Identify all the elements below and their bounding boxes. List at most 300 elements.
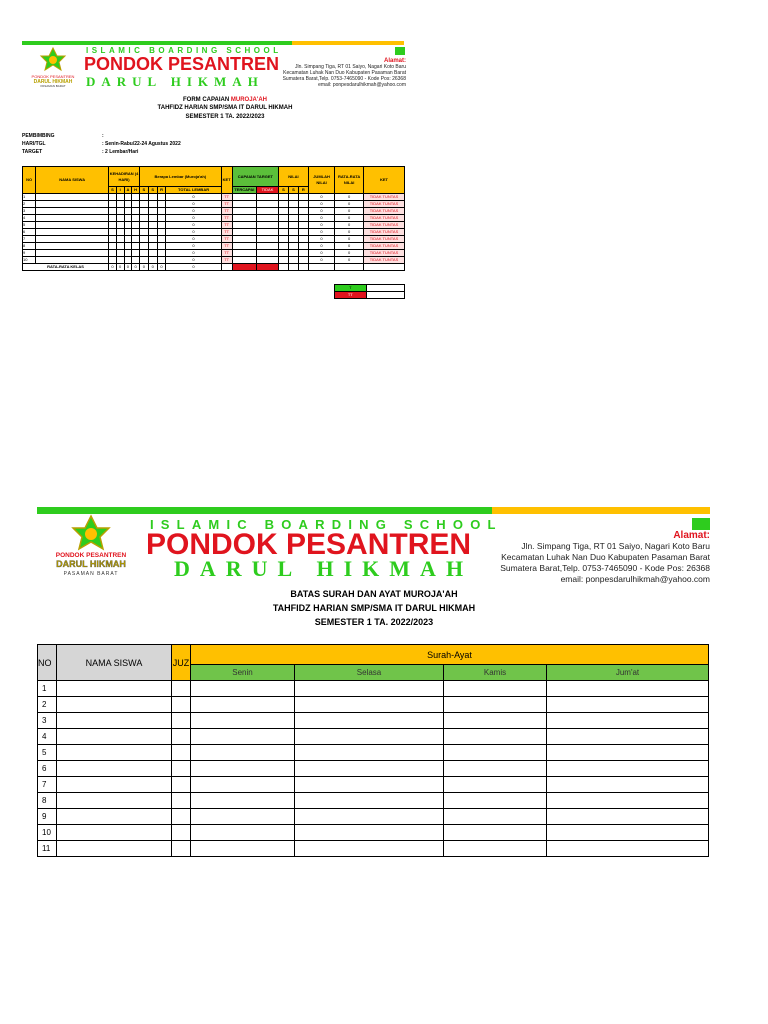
- table-row: [23, 236, 405, 243]
- row-kamis[interactable]: [444, 761, 547, 777]
- batas-semester: SEMESTER 1 TA. 2022/2023: [314, 617, 434, 627]
- row-juz[interactable]: [172, 729, 191, 745]
- batas-table: [37, 644, 709, 857]
- svg-text:DARUL HIKMAH: DARUL HIKMAH: [56, 559, 126, 569]
- row-cell: [157, 201, 166, 208]
- day-header: Selasa: [295, 665, 444, 681]
- row-jumlah: 0: [308, 222, 334, 229]
- row-jumlah: 0: [308, 201, 334, 208]
- row-cell: [116, 222, 124, 229]
- row-selasa[interactable]: [295, 681, 444, 697]
- row-jumlah: 0: [308, 236, 334, 243]
- table-row: [38, 825, 709, 841]
- row-nilai: [298, 208, 308, 215]
- row-no: 8: [38, 793, 57, 809]
- row-cell: [116, 201, 124, 208]
- row-selasa[interactable]: [295, 793, 444, 809]
- row-cell: [109, 222, 117, 229]
- row-jumat[interactable]: [547, 809, 709, 825]
- row-nilai: [288, 194, 298, 201]
- row-juz[interactable]: [172, 777, 191, 793]
- row-nama[interactable]: [57, 729, 172, 745]
- row-ket-short: TT: [221, 250, 232, 257]
- table-row: [38, 681, 709, 697]
- sub-nilai: R: [298, 187, 308, 194]
- school-subname: DARUL HIKMAH: [86, 74, 264, 89]
- row-rata: 0: [335, 229, 364, 236]
- info-row: [22, 148, 181, 156]
- row-jumat[interactable]: [547, 841, 709, 857]
- row-nama[interactable]: [57, 761, 172, 777]
- row-nilai: [279, 215, 289, 222]
- row-nama: [36, 208, 109, 215]
- table-row: [38, 697, 709, 713]
- info-block: [22, 132, 181, 156]
- row-nilai: [298, 236, 308, 243]
- row-jumlah: 0: [308, 194, 334, 201]
- row-senin[interactable]: [191, 745, 295, 761]
- row-senin[interactable]: [191, 729, 295, 745]
- row-kamis[interactable]: [444, 697, 547, 713]
- sub-capaian: TIDAK: [256, 187, 278, 194]
- row-kamis[interactable]: [444, 793, 547, 809]
- row-nilai: [288, 229, 298, 236]
- table-row: [38, 793, 709, 809]
- row-selasa[interactable]: [295, 761, 444, 777]
- row-jumat[interactable]: [547, 745, 709, 761]
- table-row: [23, 208, 405, 215]
- row-juz[interactable]: [172, 825, 191, 841]
- row-nilai: [298, 229, 308, 236]
- row-cell: [132, 194, 140, 201]
- row-juz[interactable]: [172, 713, 191, 729]
- row-senin[interactable]: [191, 713, 295, 729]
- row-tercapai: [232, 229, 256, 236]
- row-cell: [116, 257, 124, 264]
- corner-block: [692, 518, 710, 530]
- rata-kelas-value: 0: [124, 264, 132, 271]
- row-cell: [157, 236, 166, 243]
- row-nilai: [298, 215, 308, 222]
- batas-subtitle: TAHFIDZ HARIAN SMP/SMA IT DARUL HIKMAH: [272, 603, 476, 613]
- corner-block: [395, 47, 405, 55]
- row-no: 2: [38, 697, 57, 713]
- row-ket-short: TT: [221, 229, 232, 236]
- row-jumat[interactable]: [547, 697, 709, 713]
- row-cell: [139, 236, 148, 243]
- table-row: [23, 229, 405, 236]
- row-nilai: [279, 201, 289, 208]
- address-line: Sumatera Barat,Telp. 0753-7465090 - Kode Pos: 26368: [282, 76, 406, 82]
- header-band-yellow: [292, 41, 404, 45]
- row-selasa[interactable]: [295, 697, 444, 713]
- row-cell: [148, 194, 157, 201]
- rata-kelas-value: 0: [116, 264, 124, 271]
- row-total: 0: [166, 194, 221, 201]
- row-nilai: [279, 250, 289, 257]
- row-jumlah: 0: [308, 243, 334, 250]
- col-rata: RATA-RATA NILAI: [335, 167, 364, 194]
- row-rata: 0: [335, 250, 364, 257]
- table-row: [23, 250, 405, 257]
- row-nilai: [279, 194, 289, 201]
- rata-kelas-value: 0: [148, 264, 157, 271]
- row-rata: 0: [335, 194, 364, 201]
- table-row: [38, 713, 709, 729]
- row-cell: [139, 194, 148, 201]
- row-nama: [36, 243, 109, 250]
- row-jumat[interactable]: [547, 793, 709, 809]
- table-row: [38, 841, 709, 857]
- row-status: TIDAK TUNTAS: [363, 215, 404, 222]
- row-juz[interactable]: [172, 841, 191, 857]
- row-status: TIDAK TUNTAS: [363, 257, 404, 264]
- row-cell: [157, 222, 166, 229]
- row-cell: [139, 229, 148, 236]
- row-nama: [36, 257, 109, 264]
- row-total: 0: [166, 257, 221, 264]
- address-line: Sumatera Barat,Telp. 0753-7465090 - Kode Pos: 26368: [500, 563, 710, 573]
- row-cell: [109, 215, 117, 222]
- row-cell: [148, 243, 157, 250]
- row-senin[interactable]: [191, 825, 295, 841]
- row-selasa[interactable]: [295, 729, 444, 745]
- school-type: ISLAMIC BOARDING SCHOOL: [150, 517, 503, 532]
- col-capaian: CAPAIAN TARGET: [232, 167, 278, 187]
- form-title-prefix: FORM CAPAIAN: [183, 97, 231, 103]
- row-nama[interactable]: [57, 681, 172, 697]
- row-cell: [157, 194, 166, 201]
- row-no: 1: [38, 681, 57, 697]
- form-title: [100, 97, 350, 103]
- school-type: ISLAMIC BOARDING SCHOOL: [86, 46, 282, 55]
- address-line: Jln. Simpang Tiga, RT 01 Saiyo, Nagari Koto Baru: [295, 64, 406, 70]
- row-senin[interactable]: [191, 841, 295, 857]
- row-kamis[interactable]: [444, 825, 547, 841]
- row-nilai: [279, 208, 289, 215]
- info-row: [22, 140, 181, 148]
- row-cell: [124, 194, 132, 201]
- row-senin[interactable]: [191, 761, 295, 777]
- rata-kelas-value: 0: [139, 264, 148, 271]
- row-nama[interactable]: [57, 745, 172, 761]
- row-no: 6: [38, 761, 57, 777]
- address-block: [500, 530, 710, 585]
- sub-capaian: TERCAPAI: [232, 187, 256, 194]
- row-kamis[interactable]: [444, 713, 547, 729]
- row-cell: [132, 250, 140, 257]
- row-ket-short: TT: [221, 194, 232, 201]
- row-cell: [109, 236, 117, 243]
- row-cell: [139, 243, 148, 250]
- sub-lembar: S: [139, 187, 148, 194]
- row-senin[interactable]: [191, 697, 295, 713]
- row-jumat[interactable]: [547, 825, 709, 841]
- row-selasa[interactable]: [295, 841, 444, 857]
- header-band-yellow: [492, 507, 710, 514]
- row-tidak: [256, 208, 278, 215]
- row-cell: [109, 257, 117, 264]
- row-nilai: [298, 222, 308, 229]
- row-tidak: [256, 236, 278, 243]
- form-title-highlight: MUROJA'AH: [230, 97, 267, 103]
- sub-lembar: S: [148, 187, 157, 194]
- row-nilai: [279, 236, 289, 243]
- row-kamis[interactable]: [444, 809, 547, 825]
- row-jumat[interactable]: [547, 713, 709, 729]
- row-nilai: [279, 257, 289, 264]
- table-row: [23, 243, 405, 250]
- address-line: Kecamatan Luhak Nan Duo Kabupaten Pasaman Barat: [283, 70, 406, 76]
- row-cell: [109, 201, 117, 208]
- row-no: 1: [23, 194, 36, 201]
- row-juz[interactable]: [172, 793, 191, 809]
- row-no: 8: [23, 243, 36, 250]
- table-row: [38, 777, 709, 793]
- row-rata: 0: [335, 201, 364, 208]
- row-jumlah: 0: [308, 257, 334, 264]
- row-senin[interactable]: [191, 793, 295, 809]
- address-label: Alamat:: [673, 530, 710, 541]
- row-cell: [109, 208, 117, 215]
- row-nama: [36, 236, 109, 243]
- row-jumat[interactable]: [547, 681, 709, 697]
- row-nilai: [288, 257, 298, 264]
- row-cell: [116, 250, 124, 257]
- row-kamis[interactable]: [444, 729, 547, 745]
- row-no: 10: [38, 825, 57, 841]
- svg-text:DARUL HIKMAH: DARUL HIKMAH: [33, 79, 73, 85]
- row-tercapai: [232, 236, 256, 243]
- row-tercapai: [232, 222, 256, 229]
- sub-lembar-total: TOTAL LEMBAR: [166, 187, 221, 194]
- row-no: 3: [38, 713, 57, 729]
- row-ket-short: TT: [221, 257, 232, 264]
- row-status: TIDAK TUNTAS: [363, 229, 404, 236]
- svg-text:PASAMAN BARAT: PASAMAN BARAT: [63, 571, 119, 577]
- row-tercapai: [232, 201, 256, 208]
- rata-kelas-tidak: [256, 264, 278, 271]
- info-label: HARI/TGL: [22, 141, 46, 147]
- row-no: 3: [23, 208, 36, 215]
- row-cell: [148, 257, 157, 264]
- form-semester: SEMESTER 1 TA. 2022/2023: [185, 114, 265, 120]
- row-ket-short: TT: [221, 243, 232, 250]
- row-tidak: [256, 194, 278, 201]
- row-selasa[interactable]: [295, 809, 444, 825]
- row-no: 9: [23, 250, 36, 257]
- sub-nilai: S: [288, 187, 298, 194]
- row-tidak: [256, 222, 278, 229]
- row-nama: [36, 201, 109, 208]
- row-cell: [132, 208, 140, 215]
- day-header: Jum'at: [547, 665, 709, 681]
- row-cell: [132, 215, 140, 222]
- address-label: Alamat:: [383, 58, 406, 64]
- row-tercapai: [232, 194, 256, 201]
- info-row: [22, 132, 181, 140]
- row-nama: [36, 229, 109, 236]
- row-cell: [139, 215, 148, 222]
- info-label: TARGET: [22, 149, 43, 155]
- row-nama[interactable]: [57, 809, 172, 825]
- row-cell: [124, 257, 132, 264]
- day-header: Kamis: [444, 665, 547, 681]
- row-ket-short: TT: [221, 208, 232, 215]
- row-senin[interactable]: [191, 777, 295, 793]
- row-cell: [157, 243, 166, 250]
- col-surah-ayat: Surah-Ayat: [191, 645, 709, 665]
- svg-text:PONDOK PESANTREN: PONDOK PESANTREN: [55, 552, 127, 559]
- row-cell: [124, 243, 132, 250]
- school-subname: DARUL HIKMAH: [174, 556, 474, 581]
- legend-tuntas: T: [335, 285, 367, 292]
- row-nilai: [288, 222, 298, 229]
- row-nama[interactable]: [57, 713, 172, 729]
- row-nama[interactable]: [57, 825, 172, 841]
- row-kamis[interactable]: [444, 777, 547, 793]
- address-line: email: ponpesdarulhikmah@yahoo.com: [318, 82, 406, 88]
- row-no: 6: [23, 229, 36, 236]
- row-no: 10: [23, 257, 36, 264]
- row-cell: [157, 250, 166, 257]
- row-no: 7: [38, 777, 57, 793]
- row-nama: [36, 215, 109, 222]
- row-tercapai: [232, 243, 256, 250]
- row-jumat[interactable]: [547, 777, 709, 793]
- row-cell: [139, 250, 148, 257]
- address-block: [283, 58, 406, 88]
- row-nilai: [298, 243, 308, 250]
- address-line: Jln. Simpang Tiga, RT 01 Saiyo, Nagari Koto Baru: [521, 541, 710, 551]
- address-line: email: ponpesdarulhikmah@yahoo.com: [560, 574, 710, 584]
- col-jumlah: JUMLAH NILAI: [308, 167, 334, 194]
- row-cell: [116, 208, 124, 215]
- row-nama[interactable]: [57, 841, 172, 857]
- sub-kehadiran: I: [116, 187, 124, 194]
- row-juz[interactable]: [172, 745, 191, 761]
- table-row: [38, 729, 709, 745]
- row-nilai: [288, 201, 298, 208]
- row-cell: [132, 243, 140, 250]
- row-cell: [148, 215, 157, 222]
- row-juz[interactable]: [172, 761, 191, 777]
- row-tercapai: [232, 215, 256, 222]
- row-cell: [109, 194, 117, 201]
- row-nilai: [288, 208, 298, 215]
- row-nama[interactable]: [57, 793, 172, 809]
- school-name: PONDOK PESANTREN: [84, 54, 280, 74]
- row-cell: [132, 236, 140, 243]
- row-selasa[interactable]: [295, 825, 444, 841]
- row-cell: [148, 236, 157, 243]
- row-ket-short: TT: [221, 236, 232, 243]
- col-ket-short: KET: [221, 167, 232, 194]
- row-cell: [132, 229, 140, 236]
- table-row: [38, 809, 709, 825]
- legend-table: [334, 284, 405, 299]
- row-tercapai: [232, 208, 256, 215]
- row-nama: [36, 250, 109, 257]
- row-tercapai: [232, 250, 256, 257]
- row-cell: [148, 250, 157, 257]
- row-selasa[interactable]: [295, 745, 444, 761]
- row-jumlah: 0: [308, 229, 334, 236]
- row-selasa[interactable]: [295, 777, 444, 793]
- rata-kelas-value: 0: [132, 264, 140, 271]
- legend-tidak-tuntas: TT: [335, 292, 367, 299]
- table-row: [23, 201, 405, 208]
- row-total: 0: [166, 201, 221, 208]
- row-nama: [36, 222, 109, 229]
- row-rata: 0: [335, 243, 364, 250]
- row-jumat[interactable]: [547, 761, 709, 777]
- row-juz[interactable]: [172, 681, 191, 697]
- row-jumlah: 0: [308, 250, 334, 257]
- row-nama[interactable]: [57, 697, 172, 713]
- row-selasa[interactable]: [295, 713, 444, 729]
- row-cell: [116, 243, 124, 250]
- row-nilai: [298, 257, 308, 264]
- row-nama: [36, 194, 109, 201]
- address-line: Kecamatan Luhak Nan Duo Kabupaten Pasaman Barat: [501, 552, 710, 562]
- row-cell: [132, 222, 140, 229]
- row-total: 0: [166, 250, 221, 257]
- row-kamis[interactable]: [444, 681, 547, 697]
- row-tidak: [256, 250, 278, 257]
- batas-title: BATAS SURAH DAN AYAT MUROJA'AH: [290, 589, 458, 599]
- row-status: TIDAK TUNTAS: [363, 243, 404, 250]
- row-no: 5: [23, 222, 36, 229]
- svg-text:PONDOK PESANTREN: PONDOK PESANTREN: [31, 74, 75, 79]
- form-subtitle: TAHFIDZ HARIAN SMP/SMA IT DARUL HIKMAH: [157, 105, 293, 111]
- row-nilai: [279, 229, 289, 236]
- row-kamis[interactable]: [444, 841, 547, 857]
- row-nama[interactable]: [57, 777, 172, 793]
- row-total: 0: [166, 222, 221, 229]
- row-juz[interactable]: [172, 697, 191, 713]
- col-nama: NAMA SISWA: [36, 167, 109, 194]
- row-total: 0: [166, 229, 221, 236]
- table-row: [23, 222, 405, 229]
- row-cell: [124, 208, 132, 215]
- row-cell: [116, 194, 124, 201]
- row-senin[interactable]: [191, 681, 295, 697]
- row-tidak: [256, 201, 278, 208]
- row-status: TIDAK TUNTAS: [363, 201, 404, 208]
- sub-kehadiran: A: [124, 187, 132, 194]
- col-nilai: NILAI: [279, 167, 309, 187]
- info-value: :: [102, 133, 104, 139]
- row-juz[interactable]: [172, 809, 191, 825]
- row-cell: [116, 215, 124, 222]
- row-cell: [148, 208, 157, 215]
- table-row: [38, 745, 709, 761]
- row-tercapai: [232, 257, 256, 264]
- row-jumat[interactable]: [547, 729, 709, 745]
- header-band-green: [37, 507, 492, 514]
- row-ket-short: TT: [221, 201, 232, 208]
- row-tidak: [256, 229, 278, 236]
- row-rata: 0: [335, 208, 364, 215]
- row-kamis[interactable]: [444, 745, 547, 761]
- row-ket-short: TT: [221, 222, 232, 229]
- school-name: PONDOK PESANTREN: [146, 528, 472, 561]
- row-senin[interactable]: [191, 809, 295, 825]
- row-cell: [124, 250, 132, 257]
- row-status: TIDAK TUNTAS: [363, 236, 404, 243]
- row-cell: [148, 229, 157, 236]
